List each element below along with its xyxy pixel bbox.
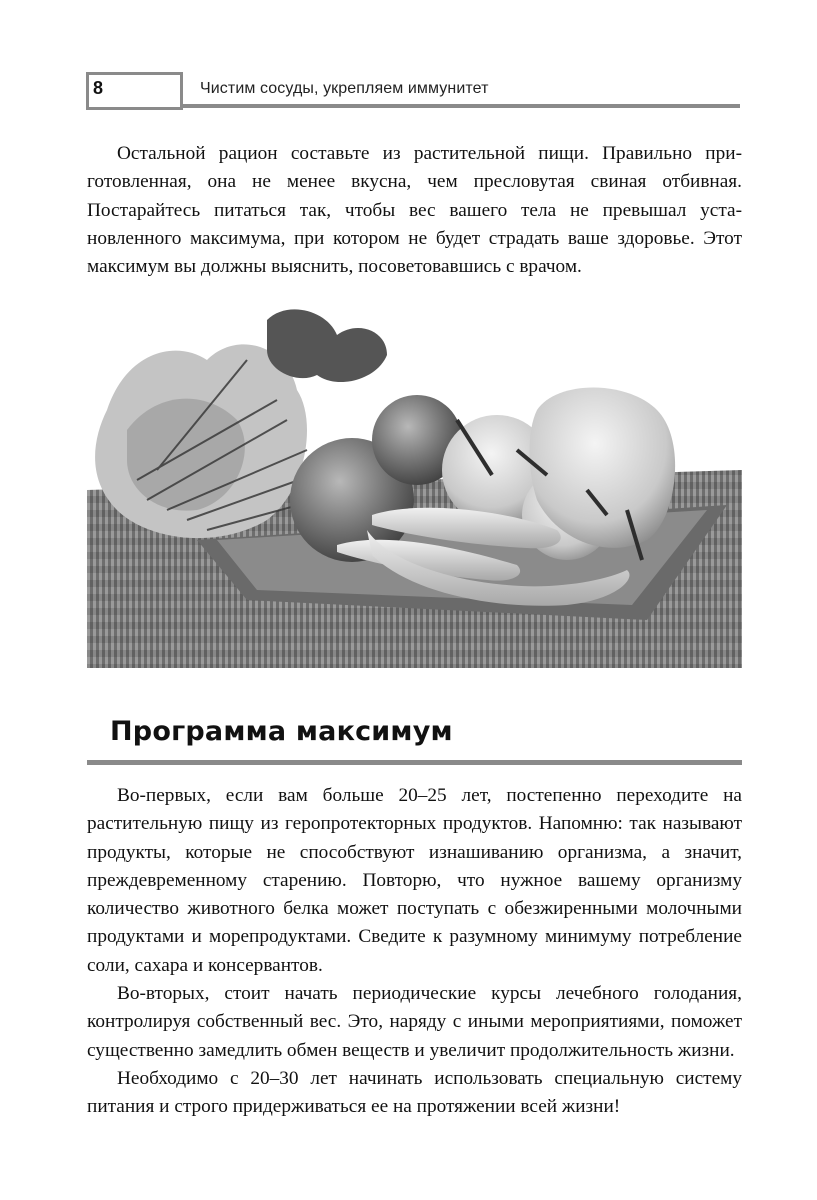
vegetables-photo	[87, 300, 742, 668]
intro-text	[87, 140, 742, 281]
section-body	[87, 782, 742, 1122]
body-paragraph-1: Во-первых, если вам больше 20–25 лет, постепенно переходите на растительную пищу из геропротекторных продуктов. Напомню: так называют продукты, которые не способствуют изнашиванию организма, а значит, преждевременному старению. Повторю, что нужное вашему организму количество животного белка может поступать с обезжиренными молочными продуктами и морепродуктами. Сведите к разумному минимуму потребление соли, сахара и консервантов.	[87, 785, 742, 976]
section-title-rule	[87, 760, 742, 765]
page-number: 8	[93, 78, 104, 98]
section-title: Программа максимум	[110, 716, 453, 747]
header-rule	[180, 104, 740, 108]
intro-paragraph: Остальной рацион составьте из растительной пищи. Правильно приготовленная, она не менее вкусна, чем пресловутая свиная отбивная. Постарайтесь питаться так, чтобы вес вашего тела не превышал установленного максимума, при котором не будет страдать ваше здоровье. Этот максимум вы должны выяснить, посоветовавшись с врачом.	[87, 143, 742, 278]
running-title: Чистим сосуды, укрепляем иммунитет	[200, 80, 489, 97]
body-paragraph-2: Во-вторых, стоит начать периодические курсы лечебного голодания, контролируя собственный вес. Это, наряду с иными мероприятиями, поможет существенно замедлить обмен веществ и увеличит продолжительность жизни.	[87, 983, 742, 1061]
body-paragraph-3: Необходимо с 20–30 лет начинать использовать специальную систему питания и строго придерживаться ее на протяжении всей жизни!	[87, 1067, 742, 1118]
